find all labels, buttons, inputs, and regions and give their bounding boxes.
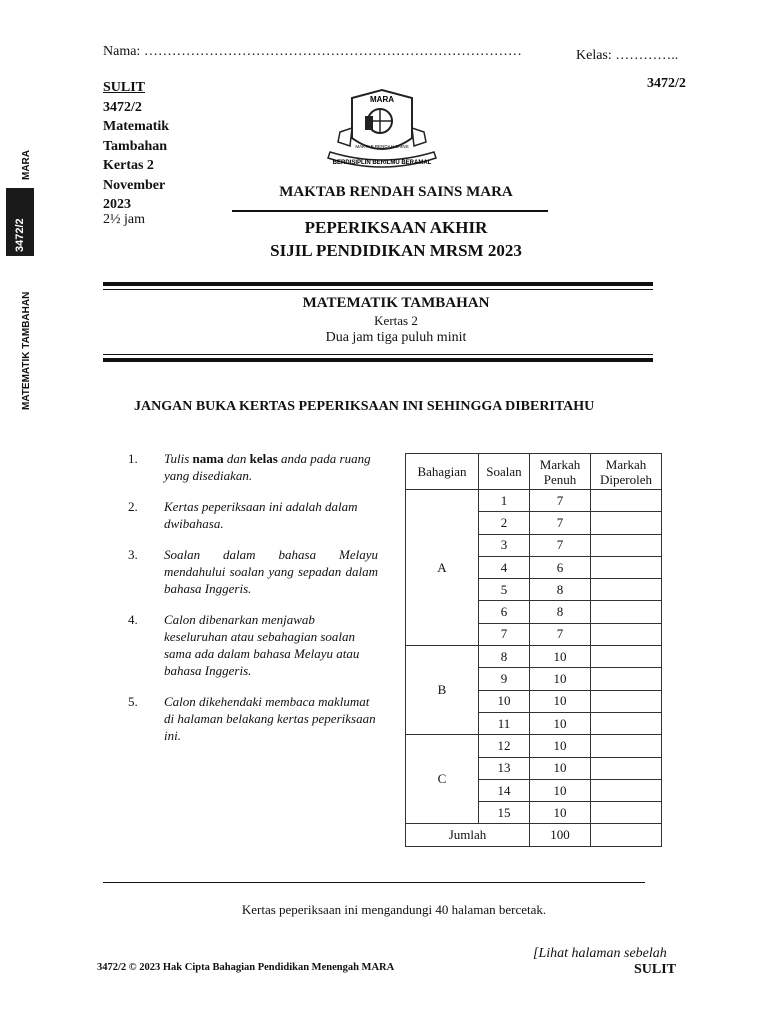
- duration-long: Dua jam tiga puluh minit: [325, 330, 467, 345]
- table-row: 9 10: [406, 668, 662, 690]
- table-row: C 12 10: [406, 735, 662, 757]
- header-soalan: Soalan: [479, 454, 530, 490]
- copyright: 3472/2 © 2023 Hak Cipta Bahagian Pendidikan Menengah MARA: [97, 962, 395, 973]
- instruction-item: 5. Calon dikehendaki membaca maklumat di halaman belakang kertas peperiksaan ini.: [128, 694, 376, 743]
- instruction-item: 3. Soalan dalam bahasa Melayu mendahului soalan yang sepadan dalam bahasa Inggeris.: [128, 547, 378, 596]
- spine-mara: MARA: [21, 150, 32, 180]
- table-row: 10 10: [406, 690, 662, 712]
- instruction-item: 4. Calon dibenarkan menjawab keseluruhan atau sebahagian soalan sama ada dalam bahasa Melayu atau bahasa Inggeris.: [128, 612, 360, 678]
- score-cell[interactable]: [591, 623, 662, 645]
- section-b: B: [406, 646, 479, 735]
- header-markah-penuh: Markah Penuh: [530, 454, 591, 490]
- table-row: 5 8: [406, 579, 662, 601]
- logo-arc-text: MAKTAB RENDAH SAINS: [355, 144, 409, 149]
- total-score-cell[interactable]: [591, 824, 662, 846]
- score-cell[interactable]: [591, 534, 662, 556]
- subject-title: MATEMATIK TAMBAHAN: [302, 295, 490, 311]
- footer-sulit: SULIT: [634, 962, 677, 977]
- header-markah-diperoleh: Markah Diperoleh: [591, 454, 662, 490]
- subject-line1: Matematik: [103, 119, 170, 134]
- next-page-note: [Lihat halaman sebelah: [533, 946, 667, 961]
- score-cell[interactable]: [591, 802, 662, 824]
- spine-subject: MATEMATIK TAMBAHAN: [21, 291, 32, 410]
- divider-school: [232, 210, 548, 212]
- duration-short: 2½ jam: [103, 212, 145, 227]
- score-cell[interactable]: [591, 490, 662, 512]
- table-header-row: [406, 454, 662, 490]
- nama-field: Nama: ………………………………………………………………………: [103, 44, 522, 59]
- total-label: Jumlah: [406, 824, 530, 846]
- score-cell[interactable]: [591, 668, 662, 690]
- instructions-list: [128, 450, 378, 758]
- score-cell[interactable]: [591, 690, 662, 712]
- table-row: 4 6: [406, 556, 662, 578]
- score-cell[interactable]: [591, 712, 662, 734]
- paper-number: Kertas 2: [103, 158, 154, 173]
- total-value: 100: [530, 824, 591, 846]
- score-cell[interactable]: [591, 512, 662, 534]
- score-cell[interactable]: [591, 735, 662, 757]
- instruction-item: 1. Tulis nama dan kelas anda pada ruang yang disediakan.: [128, 451, 371, 483]
- code-top-right: 3472/2: [647, 76, 686, 91]
- table-row: 2 7: [406, 512, 662, 534]
- score-cell[interactable]: [591, 601, 662, 623]
- paper-label: Kertas 2: [374, 313, 418, 328]
- footer-divider: [103, 882, 645, 883]
- score-cell[interactable]: [591, 779, 662, 801]
- exam-month: November: [103, 177, 166, 193]
- table-row: 13 10: [406, 757, 662, 779]
- logo-ribbon-text: BERDISIPLIN BERILMU BERAMAL: [332, 160, 432, 166]
- table-row: A 1 7: [406, 490, 662, 512]
- table-row: 14 10: [406, 779, 662, 801]
- table-row: 6 8: [406, 601, 662, 623]
- school-name: MAKTAB RENDAH SAINS MARA: [279, 184, 513, 200]
- pages-note: Kertas peperiksaan ini mengandungi 40 halaman bercetak.: [241, 902, 547, 917]
- table-row: 11 10: [406, 712, 662, 734]
- section-c: C: [406, 735, 479, 824]
- paper-code: 3472/2: [103, 99, 142, 115]
- mrsm-logo: [322, 88, 442, 176]
- marks-table: [405, 453, 662, 847]
- table-row: 15 10: [406, 802, 662, 824]
- score-cell[interactable]: [591, 646, 662, 668]
- warning-text: JANGAN BUKA KERTAS PEPERIKSAAN INI SEHINGGA DIBERITAHU: [134, 399, 595, 414]
- table-row: 7 7: [406, 623, 662, 645]
- divider-thick-top: [103, 282, 653, 286]
- exam-year: 2023: [103, 197, 131, 212]
- kelas-field: Kelas: …………..: [576, 48, 679, 63]
- score-cell[interactable]: [591, 556, 662, 578]
- divider-thin-bottom: [103, 354, 653, 355]
- table-total-row: [406, 824, 662, 846]
- section-a: A: [406, 490, 479, 646]
- table-row: B 8 10: [406, 646, 662, 668]
- sulit-label: SULIT: [103, 80, 146, 95]
- table-row: 3 7: [406, 534, 662, 556]
- score-cell[interactable]: [591, 579, 662, 601]
- instruction-item: 2. Kertas peperiksaan ini adalah dalam dwibahasa.: [128, 499, 358, 531]
- divider-thick-bottom: [103, 358, 653, 362]
- spine-code: 3472/2: [14, 218, 26, 252]
- score-cell[interactable]: [591, 757, 662, 779]
- divider-thin-top: [103, 289, 653, 290]
- logo-top-text: MARA: [370, 95, 394, 104]
- exam-title-line1: PEPERIKSAAN AKHIR: [304, 218, 488, 237]
- header-bahagian: Bahagian: [406, 454, 479, 490]
- exam-title-line2: SIJIL PENDIDIKAN MRSM 2023: [270, 241, 522, 260]
- subject-line2: Tambahan: [103, 138, 168, 154]
